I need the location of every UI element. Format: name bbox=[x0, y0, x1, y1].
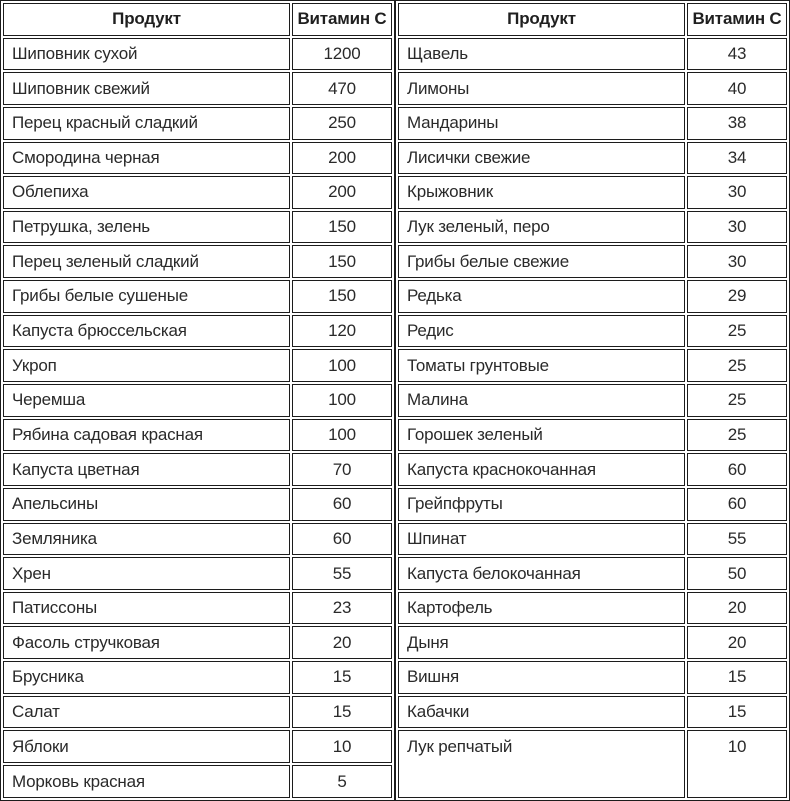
product-cell: Салат bbox=[3, 696, 290, 729]
product-cell: Фасоль стручковая bbox=[3, 626, 290, 659]
product-cell: Грейпфруты bbox=[398, 488, 685, 521]
product-cell: Морковь красная bbox=[3, 765, 290, 798]
table-row bbox=[398, 661, 787, 694]
product-cell: Малина bbox=[398, 384, 685, 417]
table-row bbox=[3, 176, 392, 209]
product-cell: Шпинат bbox=[398, 523, 685, 556]
vitamin-value-cell: 29 bbox=[687, 280, 787, 313]
table-row bbox=[3, 315, 392, 348]
table-row bbox=[398, 315, 787, 348]
product-cell: Вишня bbox=[398, 661, 685, 694]
product-cell: Томаты грунтовые bbox=[398, 349, 685, 382]
table-row bbox=[3, 211, 392, 244]
table-row bbox=[3, 488, 392, 521]
product-cell: Укроп bbox=[3, 349, 290, 382]
vitamin-value-cell: 23 bbox=[292, 592, 392, 625]
product-cell: Лук репчатый bbox=[398, 730, 685, 798]
vitamin-value-cell: 250 bbox=[292, 107, 392, 140]
table-row bbox=[3, 349, 392, 382]
vitamin-value-cell: 470 bbox=[292, 72, 392, 105]
table-row bbox=[3, 523, 392, 556]
product-cell: Лимоны bbox=[398, 72, 685, 105]
table-row bbox=[398, 730, 787, 798]
table-row bbox=[398, 626, 787, 659]
vitamin-value-cell: 60 bbox=[292, 488, 392, 521]
product-cell: Картофель bbox=[398, 592, 685, 625]
vitamin-value-cell: 30 bbox=[687, 245, 787, 278]
product-cell: Хрен bbox=[3, 557, 290, 590]
table-row bbox=[3, 280, 392, 313]
vitamin-value-cell: 1200 bbox=[292, 38, 392, 71]
product-cell: Перец красный сладкий bbox=[3, 107, 290, 140]
table-row bbox=[398, 523, 787, 556]
table-row bbox=[398, 349, 787, 382]
table-row bbox=[3, 72, 392, 105]
table-row bbox=[398, 245, 787, 278]
product-cell: Капуста цветная bbox=[3, 453, 290, 486]
table-body-left bbox=[3, 38, 392, 798]
product-cell: Грибы белые свежие bbox=[398, 245, 685, 278]
table-row bbox=[398, 38, 787, 71]
vitamin-value-cell: 60 bbox=[292, 523, 392, 556]
vitamin-value-cell: 15 bbox=[687, 696, 787, 729]
column-header-product: Продукт bbox=[3, 3, 290, 36]
vitamin-value-cell: 10 bbox=[292, 730, 392, 763]
table-row bbox=[3, 453, 392, 486]
vitamin-value-cell: 20 bbox=[687, 626, 787, 659]
product-cell: Шиповник сухой bbox=[3, 38, 290, 71]
vitamin-value-cell: 30 bbox=[687, 211, 787, 244]
vitamin-value-cell: 60 bbox=[687, 453, 787, 486]
table-body-right bbox=[398, 38, 787, 798]
column-header-product: Продукт bbox=[398, 3, 685, 36]
table-header-left bbox=[3, 3, 392, 36]
product-cell: Капуста краснокочанная bbox=[398, 453, 685, 486]
table-row bbox=[398, 557, 787, 590]
table-row bbox=[398, 592, 787, 625]
vitamin-value-cell: 5 bbox=[292, 765, 392, 798]
vitamin-value-cell: 25 bbox=[687, 419, 787, 452]
vitamin-value-cell: 50 bbox=[687, 557, 787, 590]
table-row bbox=[3, 107, 392, 140]
vitamin-value-cell: 100 bbox=[292, 349, 392, 382]
table-header-right bbox=[398, 3, 787, 36]
vitamin-value-cell: 120 bbox=[292, 315, 392, 348]
table-row bbox=[398, 453, 787, 486]
vitamin-value-cell: 25 bbox=[687, 384, 787, 417]
table-row bbox=[3, 730, 392, 763]
product-cell: Редис bbox=[398, 315, 685, 348]
table-row bbox=[3, 419, 392, 452]
table-row bbox=[398, 696, 787, 729]
vitamin-value-cell: 200 bbox=[292, 142, 392, 175]
vitamin-table-right bbox=[395, 0, 790, 801]
header-row bbox=[3, 3, 392, 36]
vitamin-value-cell: 20 bbox=[292, 626, 392, 659]
vitamin-value-cell: 15 bbox=[292, 661, 392, 694]
table-row bbox=[3, 696, 392, 729]
vitamin-value-cell: 38 bbox=[687, 107, 787, 140]
vitamin-value-cell: 15 bbox=[292, 696, 392, 729]
table-row bbox=[398, 419, 787, 452]
product-cell: Яблоки bbox=[3, 730, 290, 763]
product-cell: Горошек зеленый bbox=[398, 419, 685, 452]
table-row bbox=[3, 142, 392, 175]
product-cell: Щавель bbox=[398, 38, 685, 71]
vitamin-value-cell: 30 bbox=[687, 176, 787, 209]
vitamin-value-cell: 10 bbox=[687, 730, 787, 798]
product-cell: Шиповник свежий bbox=[3, 72, 290, 105]
vitamin-value-cell: 100 bbox=[292, 384, 392, 417]
vitamin-value-cell: 150 bbox=[292, 280, 392, 313]
table-row bbox=[3, 38, 392, 71]
product-cell: Лук зеленый, перо bbox=[398, 211, 685, 244]
table-row bbox=[3, 661, 392, 694]
table-row bbox=[3, 626, 392, 659]
product-cell: Грибы белые сушеные bbox=[3, 280, 290, 313]
product-cell: Петрушка, зелень bbox=[3, 211, 290, 244]
product-cell: Лисички свежие bbox=[398, 142, 685, 175]
product-cell: Редька bbox=[398, 280, 685, 313]
vitamin-value-cell: 25 bbox=[687, 349, 787, 382]
table-row bbox=[398, 107, 787, 140]
product-cell: Смородина черная bbox=[3, 142, 290, 175]
table-row bbox=[398, 488, 787, 521]
vitamin-value-cell: 15 bbox=[687, 661, 787, 694]
column-header-vitamin: Витамин С bbox=[292, 3, 392, 36]
product-cell: Перец зеленый сладкий bbox=[3, 245, 290, 278]
vitamin-value-cell: 200 bbox=[292, 176, 392, 209]
vitamin-value-cell: 55 bbox=[292, 557, 392, 590]
product-cell: Дыня bbox=[398, 626, 685, 659]
vitamin-value-cell: 55 bbox=[687, 523, 787, 556]
header-row bbox=[398, 3, 787, 36]
product-cell: Мандарины bbox=[398, 107, 685, 140]
vitamin-value-cell: 25 bbox=[687, 315, 787, 348]
table-row bbox=[398, 280, 787, 313]
product-cell: Земляника bbox=[3, 523, 290, 556]
table-row bbox=[3, 245, 392, 278]
product-cell: Брусника bbox=[3, 661, 290, 694]
table-row bbox=[398, 142, 787, 175]
vitamin-value-cell: 43 bbox=[687, 38, 787, 71]
product-cell: Капуста белокочанная bbox=[398, 557, 685, 590]
vitamin-value-cell: 34 bbox=[687, 142, 787, 175]
product-cell: Крыжовник bbox=[398, 176, 685, 209]
product-cell: Капуста брюссельская bbox=[3, 315, 290, 348]
product-cell: Патиссоны bbox=[3, 592, 290, 625]
vitamin-value-cell: 40 bbox=[687, 72, 787, 105]
product-cell: Черемша bbox=[3, 384, 290, 417]
table-row bbox=[3, 592, 392, 625]
table-row bbox=[3, 384, 392, 417]
table-row bbox=[398, 176, 787, 209]
table-row bbox=[398, 72, 787, 105]
vitamin-value-cell: 150 bbox=[292, 245, 392, 278]
table-row bbox=[3, 765, 392, 798]
vitamin-value-cell: 60 bbox=[687, 488, 787, 521]
vitamin-value-cell: 150 bbox=[292, 211, 392, 244]
product-cell: Облепиха bbox=[3, 176, 290, 209]
table-row bbox=[398, 384, 787, 417]
product-cell: Кабачки bbox=[398, 696, 685, 729]
table-row bbox=[3, 557, 392, 590]
table-row bbox=[398, 211, 787, 244]
vitamin-value-cell: 20 bbox=[687, 592, 787, 625]
vitamin-value-cell: 100 bbox=[292, 419, 392, 452]
product-cell: Рябина садовая красная bbox=[3, 419, 290, 452]
vitamin-value-cell: 70 bbox=[292, 453, 392, 486]
column-header-vitamin: Витамин С bbox=[687, 3, 787, 36]
product-cell: Апельсины bbox=[3, 488, 290, 521]
